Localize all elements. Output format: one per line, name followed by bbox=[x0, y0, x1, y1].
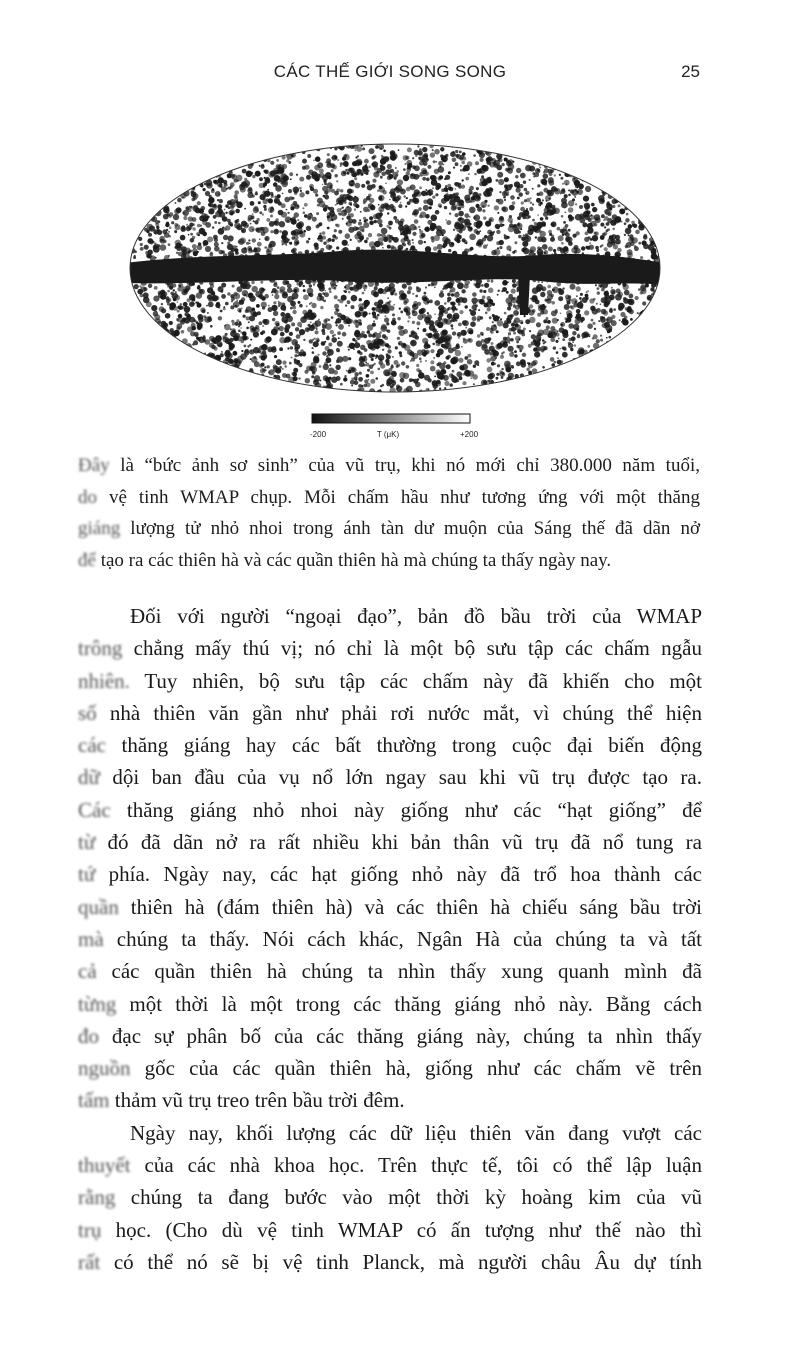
text-line: rằng chúng ta đang bước vào một thời kỳ hoàng kim của vũ bbox=[78, 1185, 702, 1210]
text-line: rất có thể nó sẽ bị vệ tinh Planck, mà người châu Âu dự tính bbox=[78, 1249, 702, 1274]
cmb-sky-map-figure bbox=[120, 135, 670, 445]
sky-map-noise bbox=[120, 135, 670, 405]
text-line: từ đó đã dãn nở ra rất nhiều khi bản thân vũ trụ đã nổ tung ra bbox=[78, 830, 702, 855]
text-line: từng một thời là một trong các thăng giáng nhỏ này. Bằng cách bbox=[78, 991, 702, 1016]
scale-max-label: +200 bbox=[460, 430, 479, 439]
text-line: tứ phía. Ngày nay, các hạt giống nhỏ này đã trổ hoa thành các bbox=[78, 862, 702, 887]
page-number: 25 bbox=[681, 62, 700, 81]
text-line: tấm thảm vũ trụ treo trên bầu trời đêm. bbox=[78, 1088, 405, 1113]
text-line: thuyết của các nhà khoa học. Trên thực tế, tôi có thể lập luận bbox=[78, 1153, 702, 1178]
body-text bbox=[78, 600, 702, 1278]
caption-line: Đây là “bức ảnh sơ sinh” của vũ trụ, khi nó mới chỉ 380.000 năm tuổi, bbox=[78, 455, 700, 476]
text-line: Các thăng giáng nhỏ nhoi này giống như các “hạt giống” để bbox=[78, 797, 702, 822]
page-header bbox=[0, 62, 800, 90]
running-title: CÁC THẾ GIỚI SONG SONG bbox=[273, 62, 507, 81]
text-line: Đối với người “ngoại đạo”, bản đồ bầu trời của WMAP bbox=[130, 604, 702, 628]
scale-unit-label: T (μK) bbox=[376, 430, 400, 439]
text-line: trụ học. (Cho dù vệ tinh WMAP có ấn tượng như thế nào thì bbox=[78, 1217, 702, 1242]
text-line: đo đạc sự phân bố của các thăng giáng này, chúng ta nhìn thấy bbox=[78, 1023, 702, 1048]
caption-line: giáng lượng tử nhỏ nhoi trong ánh tàn dư muộn của Sáng thế đã dãn nở bbox=[78, 518, 700, 539]
caption-line: do vệ tinh WMAP chụp. Mỗi chấm hầu như tương ứng với một thăng bbox=[78, 486, 700, 508]
text-line: các thăng giáng hay các bất thường trong cuộc đại biến động bbox=[78, 733, 702, 758]
text-line: cả các quần thiên hà chúng ta nhìn thấy xung quanh mình đã bbox=[78, 959, 702, 984]
caption-line: để tạo ra các thiên hà và các quần thiên hà mà chúng ta thấy ngày nay. bbox=[78, 549, 612, 571]
text-line: nhiên. Tuy nhiên, bộ sưu tập các chấm này đã khiến cho một bbox=[78, 668, 702, 693]
paragraph-2 bbox=[78, 1117, 702, 1278]
text-line: quần thiên hà (đám thiên hà) và các thiên hà chiếu sáng bầu trời bbox=[78, 894, 702, 919]
paragraph-1 bbox=[78, 600, 702, 1117]
text-line: dữ dội ban đầu của vụ nổ lớn ngay sau khi vũ trụ được tạo ra. bbox=[78, 765, 702, 790]
text-line: số nhà thiên văn gần như phải rơi nước mắt, vì chúng thể hiện bbox=[78, 700, 702, 725]
scale-min-label: -200 bbox=[310, 430, 327, 439]
figure-caption bbox=[78, 450, 700, 576]
text-line: trông chẳng mấy thú vị; nó chỉ là một bộ sưu tập các chấm ngẫu bbox=[78, 636, 702, 661]
wmap-sky-map bbox=[120, 135, 670, 445]
text-line: mà chúng ta thấy. Nói cách khác, Ngân Hà của chúng ta và tất bbox=[78, 926, 702, 951]
text-line: nguồn gốc của các quần thiên hà, giống như các chấm vẽ trên bbox=[78, 1056, 702, 1081]
temperature-scale-bar bbox=[312, 414, 470, 423]
text-line: Ngày nay, khối lượng các dữ liệu thiên văn đang vượt các bbox=[130, 1120, 702, 1145]
